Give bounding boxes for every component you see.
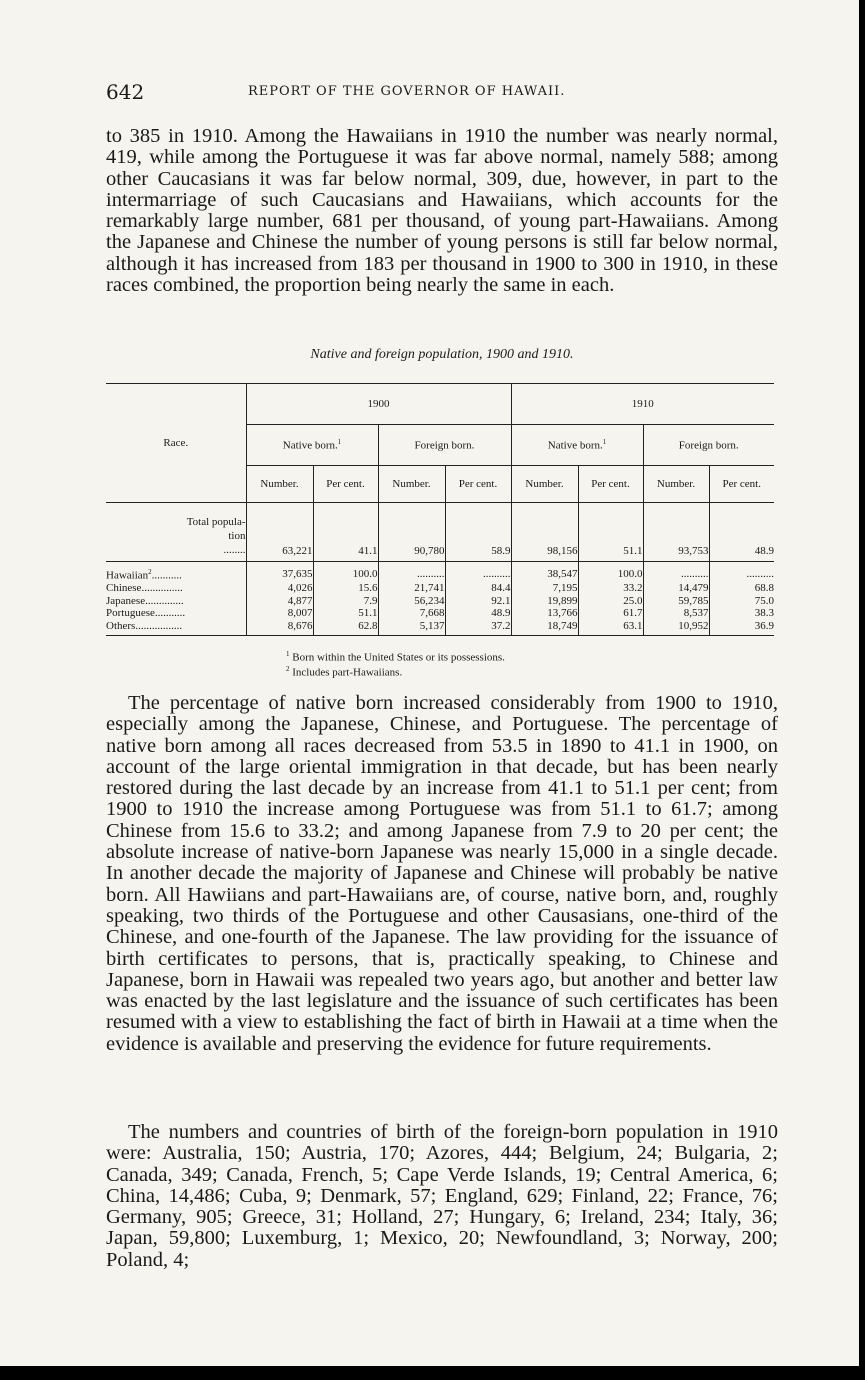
table-row	[106, 607, 774, 620]
table-cell: 4,026	[246, 582, 313, 595]
total-cell: 98,156	[511, 503, 578, 562]
table-cell: 25.0	[578, 595, 643, 608]
footnote: $^1$ Born within the United States or its possessions.	[286, 650, 505, 664]
paragraph-foreign-born: The numbers and countries of birth of the foreign-born population in 1910 were: Australia, 150; Austria, 170; Azores, 444; Belgium, 24; Bulgaria, 2; Canada, 349; Canada, French, 5; Cape Verde Islands, 19; Central America, 6; China, 14,486; Cuba, 9; Denmark, 57; England, 629; Finland, 22; France, 76; Germany, 905; Greece, 31; Holland, 27; Hungary, 6; Ireland, 234; Italy, 36; Japan, 59,800; Luxemburg, 1; Mexico, 20; Newfoundland, 3; Norway, 200; Poland, 4;	[106, 1121, 778, 1271]
group-header: Native born.$^1$	[511, 425, 643, 466]
total-cell: 51.1	[578, 503, 643, 562]
table-cell: 19,899	[511, 595, 578, 608]
group-header: Foreign born.	[643, 425, 774, 466]
table-cell: 4,877	[246, 595, 313, 608]
table-row	[106, 566, 774, 582]
table-caption: Native and foreign population, 1900 and 1910.	[310, 347, 574, 362]
table-cell: 59,785	[643, 595, 709, 608]
table-cell: 75.0	[709, 595, 774, 608]
total-row	[106, 503, 774, 562]
table-cell: ..........	[709, 566, 774, 582]
scan-edge-right	[859, 0, 865, 1380]
table-row	[106, 620, 774, 636]
year-header: 1900	[246, 384, 511, 425]
table-cell: 10,952	[643, 620, 709, 636]
page-header	[106, 80, 778, 104]
table-cell: 37,635	[246, 566, 313, 582]
table-cell: 7.9	[313, 595, 378, 608]
population-table	[106, 383, 774, 636]
table-footnotes	[286, 649, 505, 679]
table-cell: 33.2	[578, 582, 643, 595]
subcol-header: Number.	[511, 466, 578, 503]
table-cell: ..........	[643, 566, 709, 582]
table-cell: 8,537	[643, 607, 709, 620]
table-cell: 51.1	[313, 607, 378, 620]
total-cell: 93,753	[643, 503, 709, 562]
subcol-header: Number.	[378, 466, 445, 503]
table-cell: 36.9	[709, 620, 774, 636]
total-cell: 90,780	[378, 503, 445, 562]
race-label: Portuguese...........	[106, 607, 186, 620]
total-label: Total popula- tion ........	[106, 503, 246, 562]
race-label: Japanese..............	[106, 594, 184, 607]
table-cell: 14,479	[643, 582, 709, 595]
subcol-header: Number.	[643, 466, 709, 503]
total-cell: 58.9	[445, 503, 511, 562]
table-cell: 56,234	[378, 595, 445, 608]
total-cell: 41.1	[313, 503, 378, 562]
year-header: 1910	[511, 384, 774, 425]
total-cell: 63,221	[246, 503, 313, 562]
race-label: Chinese...............	[106, 582, 183, 595]
table-cell: 100.0	[578, 566, 643, 582]
paragraph-intro: to 385 in 1910. Among the Hawaiians in 1910 the number was nearly normal, 419, while among the Portuguese it was far above normal, namely 588; among other Caucasians it was far below normal, 309, due, however, in part to the intermarriage of such Caucasians and Hawaiians, which accounts for the remarkably large number, 681 per thousand, of young part-Hawaiians. Among the Japanese and Chinese the number of young persons is still far below normal, although it has increased from 183 per thousand in 1900 to 300 in 1910, in these races combined, the proportion being nearly the same in each.	[106, 125, 778, 297]
table-cell: 21,741	[378, 582, 445, 595]
subcol-header: Per cent.	[578, 466, 643, 503]
table-cell: 92.1	[445, 595, 511, 608]
subcol-header: Per cent.	[313, 466, 378, 503]
table-cell: 37.2	[445, 620, 511, 636]
population-table-wrap	[106, 383, 774, 636]
table-row	[106, 582, 774, 595]
table-cell: ..........	[378, 566, 445, 582]
table-cell: 18,749	[511, 620, 578, 636]
table-cell: 13,766	[511, 607, 578, 620]
table-cell: ..........	[445, 566, 511, 582]
subcol-header: Per cent.	[709, 466, 774, 503]
header-row-years	[106, 384, 774, 425]
table-cell: 100.0	[313, 566, 378, 582]
scan-edge-bottom	[0, 1366, 865, 1380]
table-cell: 5,137	[378, 620, 445, 636]
table-cell: 15.6	[313, 582, 378, 595]
total-cell: 48.9	[709, 503, 774, 562]
table-cell: 62.8	[313, 620, 378, 636]
race-column-header: Race.	[106, 384, 246, 503]
subcol-header: Number.	[246, 466, 313, 503]
group-header: Native born.$^1$	[246, 425, 378, 466]
table-cell: 48.9	[445, 607, 511, 620]
table-cell: 84.4	[445, 582, 511, 595]
table-cell: 61.7	[578, 607, 643, 620]
subcol-header: Per cent.	[445, 466, 511, 503]
group-header: Foreign born.	[378, 425, 511, 466]
table-cell: 38.3	[709, 607, 774, 620]
table-row	[106, 595, 774, 608]
table-cell: 7,668	[378, 607, 445, 620]
race-label: Hawaiian$^2$...........	[106, 568, 182, 582]
table-cell: 63.1	[578, 620, 643, 636]
table-cell: 8,007	[246, 607, 313, 620]
running-head: REPORT OF THE GOVERNOR OF HAWAII.	[248, 84, 566, 99]
footnote: $^2$ Includes part-Hawaiians.	[286, 665, 403, 679]
paragraph-native-born: The percentage of native born increased considerably from 1900 to 1910, especially among the Japanese, Chinese, and Portuguese. The percentage of native born among all races decreased from 53.5 in 1890 to 41.1 in 1900, on account of the large oriental immigration in that decade, but has been nearly restored during the last decade by an increase from 41.1 to 51.1 per cent; from 1900 to 1910 the increase among Portuguese was from 51.1 to 61.7; among Chinese from 15.6 to 33.2; and among Japanese from 7.9 to 20 per cent; the absolute increase of native-born Japanese was nearly 15,000 in a single decade. In another decade the majority of Japanese and Chinese will probably be native born. All Hawiians and part-Hawaiians are, of course, native born, and, roughly speaking, two thirds of the Portuguese and other Causasians, one-third of the Chinese, and one-fourth of the Japanese. The law providing for the issuance of birth certificates to persons, that is, practically speaking, to Chinese and Japanese, born in Hawaii was repealed two years ago, but another and better law was enacted by the last legislature and the issuance of such certificates has been resumed with a view to establishing the fact of birth in Hawaii at a time when the evidence is available and preserving the evidence for future requirements.	[106, 692, 778, 1055]
page-number: 642	[106, 80, 145, 104]
table-cell: 38,547	[511, 566, 578, 582]
table-cell: 68.8	[709, 582, 774, 595]
table-cell: 7,195	[511, 582, 578, 595]
table-cell: 8,676	[246, 620, 313, 636]
race-label: Others.................	[106, 620, 246, 636]
